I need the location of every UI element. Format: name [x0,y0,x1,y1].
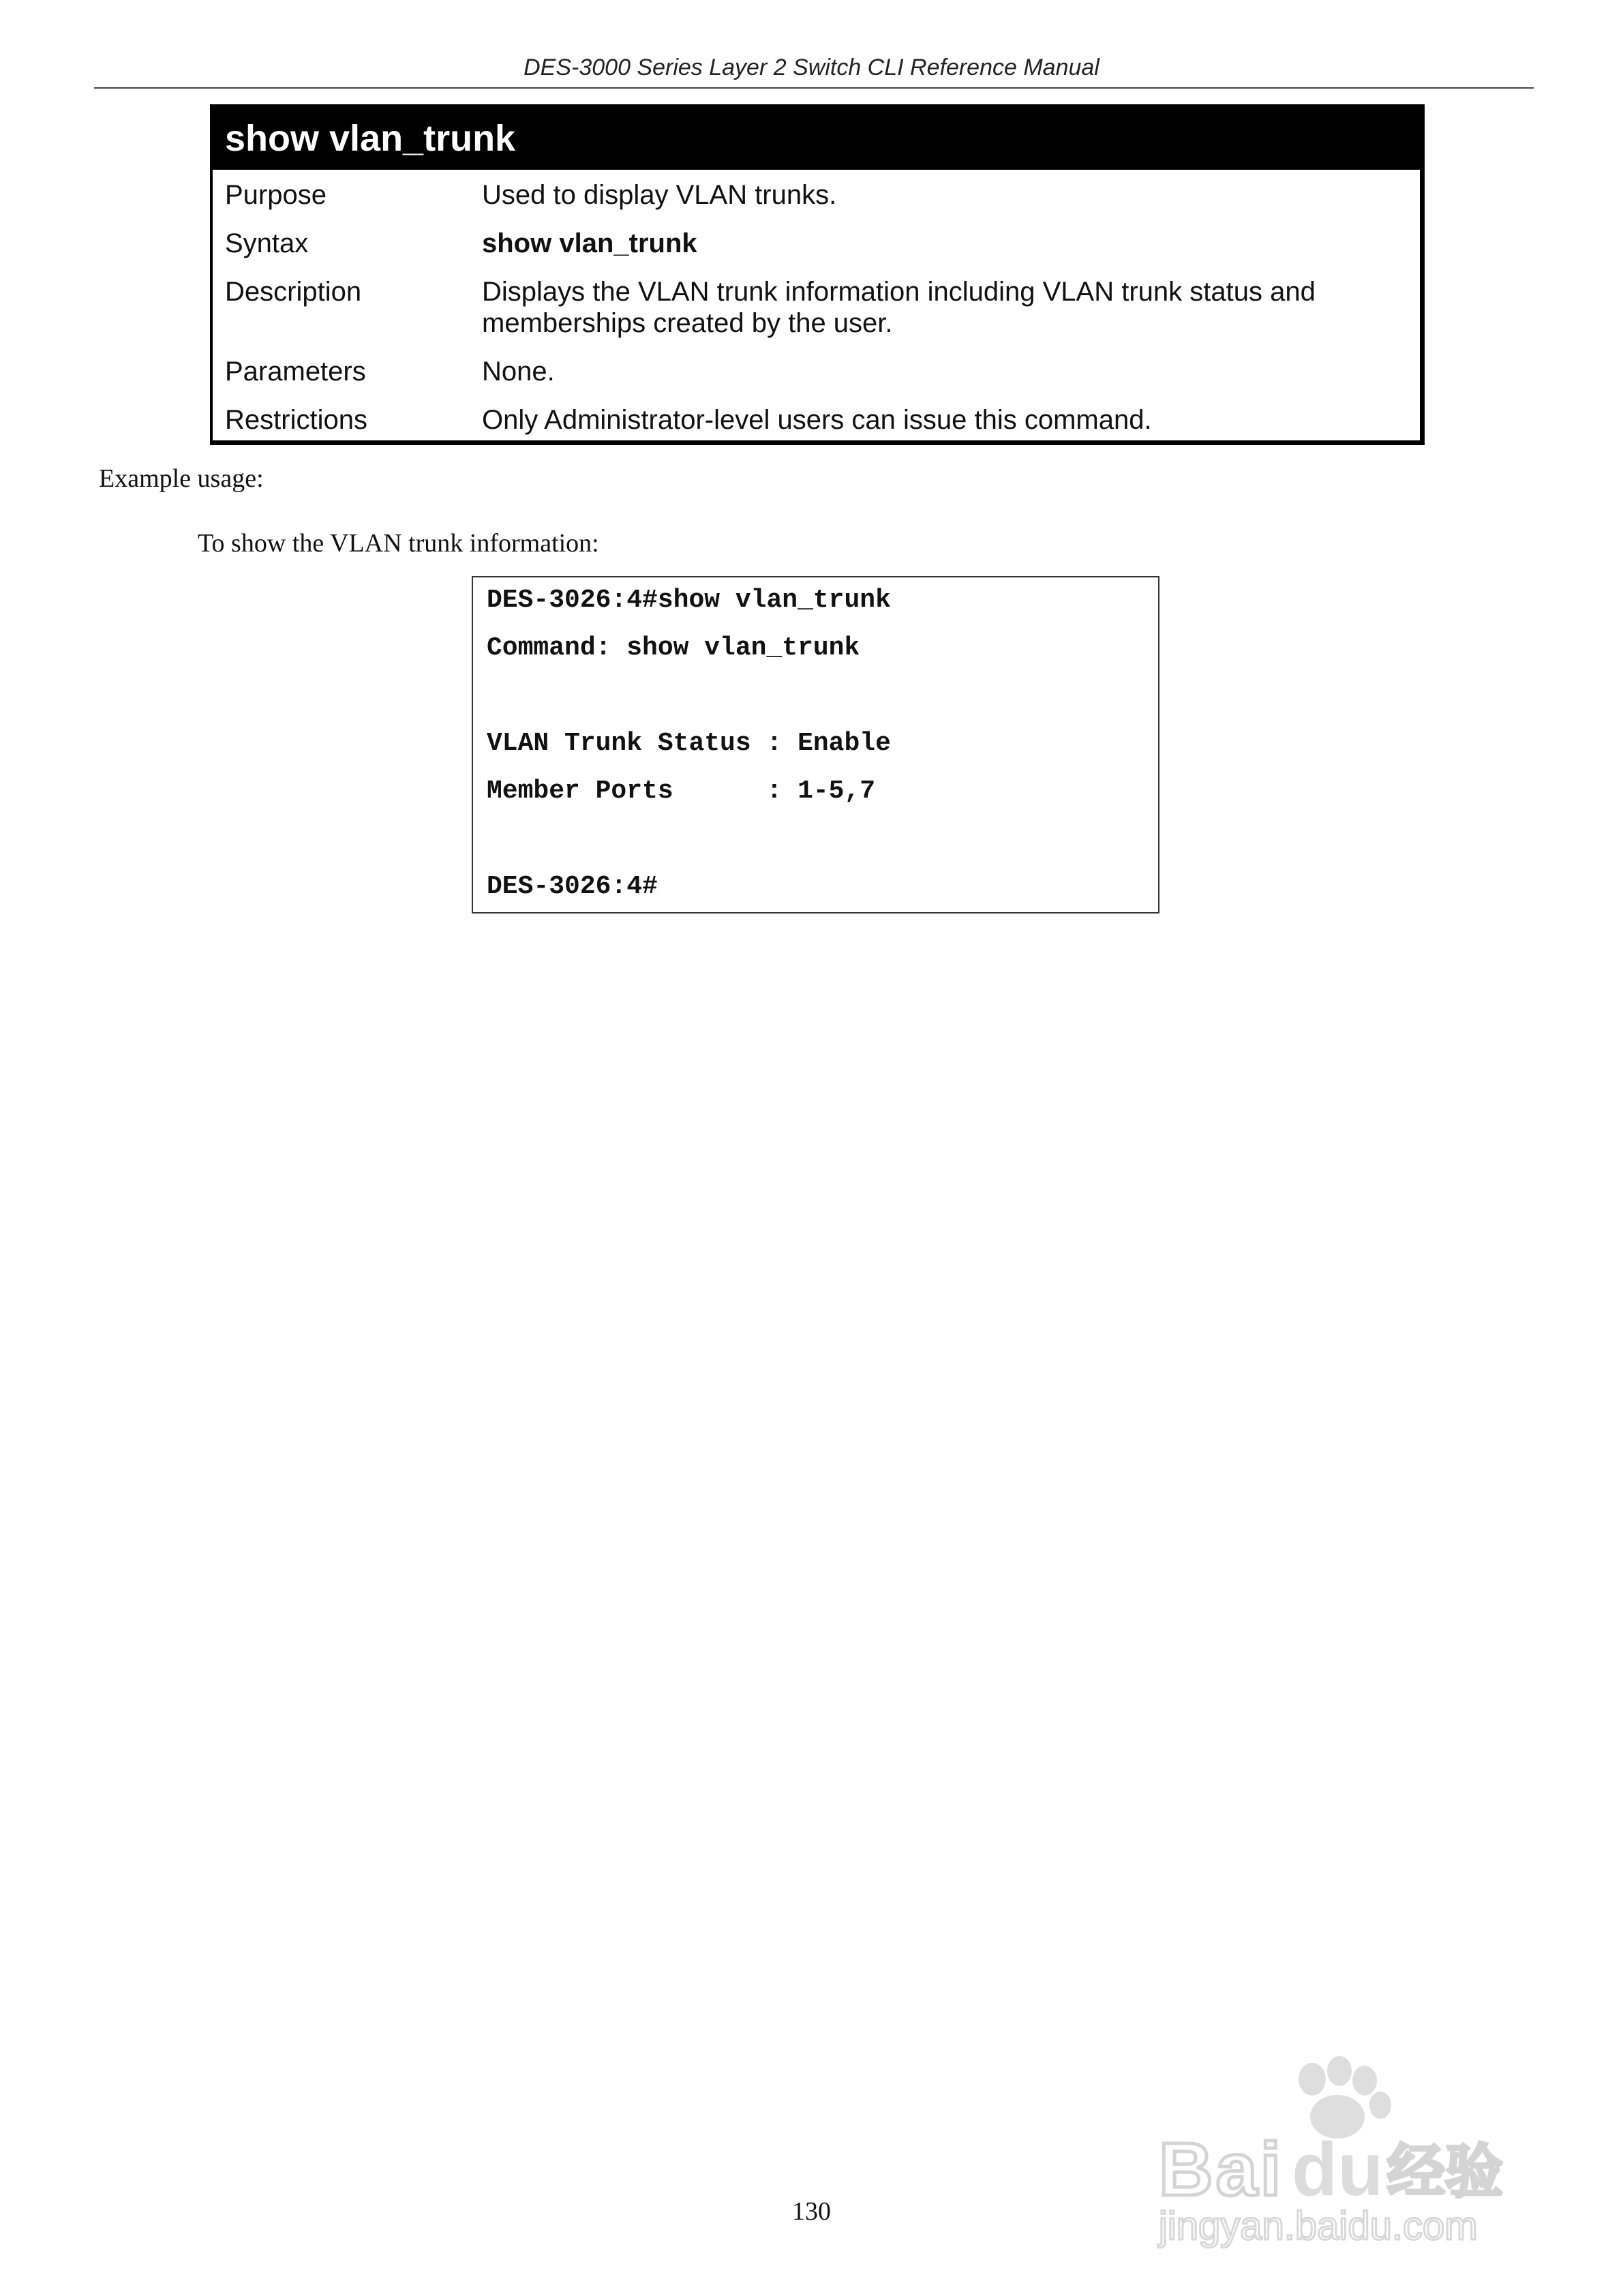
console-line: Command: show vlan_trunk [487,633,860,663]
row-value: Only Administrator-level users can issue this command. [482,405,1152,435]
console-example [472,576,1159,913]
command-table [210,104,1425,445]
example-label: Example usage: [99,464,264,493]
console-line: DES-3026:4# [487,872,658,901]
row-label: Syntax [225,228,309,258]
header-rule [94,87,1534,89]
example-intro: To show the VLAN trunk information: [198,529,599,558]
svg-text:jingyan.baidu.com: jingyan.baidu.com [1159,2204,1478,2248]
row-label: Parameters [225,357,366,387]
description-line-1: Displays the VLAN trunk information including VLAN trunk status and [482,277,1316,307]
svg-text:Bai: Bai [1159,2128,1284,2211]
command-title: show vlan_trunk [213,107,1420,170]
row-value: Used to display VLAN trunks. [482,180,837,210]
row-label: Purpose [225,180,327,210]
console-line: DES-3026:4#show vlan_trunk [487,586,891,615]
description-line-2: memberships created by the user. [482,308,893,338]
row-value: None. [482,357,555,387]
row-label: Restrictions [225,405,367,435]
row-value [482,276,1393,339]
running-header: DES-3000 Series Layer 2 Switch CLI Reference Manual [524,55,1099,80]
console-line: Member Ports : 1-5,7 [487,776,876,806]
row-value-syntax: show vlan_trunk [482,228,697,258]
row-label: Description [225,277,362,307]
svg-text:经验: 经验 [1387,2139,1504,2206]
svg-text:du: du [1292,2128,1384,2211]
console-line: VLAN Trunk Status : Enable [487,729,891,758]
baidu-watermark-logo [1152,2052,1534,2250]
page-number: 130 [792,2197,831,2226]
